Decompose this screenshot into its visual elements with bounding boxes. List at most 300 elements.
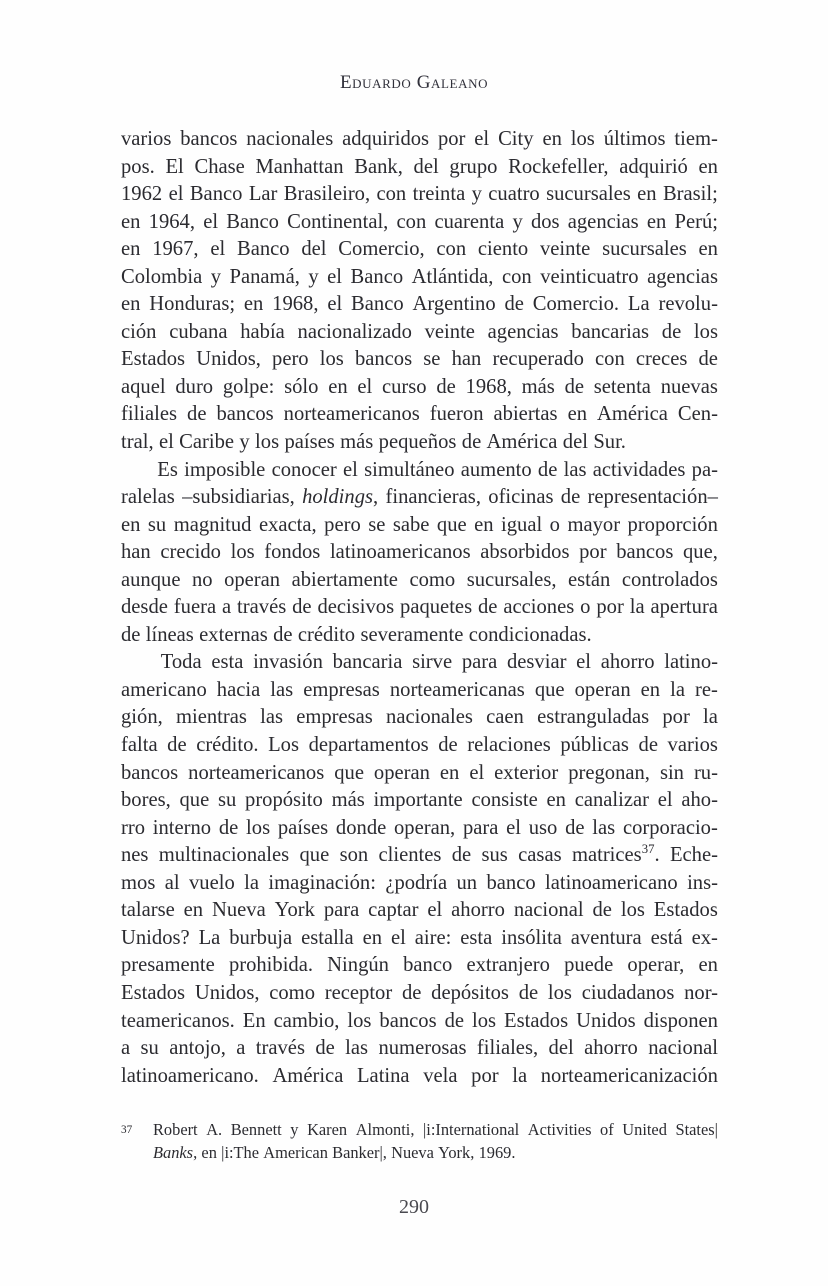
- text-word: rro: [121, 816, 146, 839]
- text-word: |i:The: [221, 1142, 260, 1162]
- text-word: han: [121, 541, 151, 564]
- text-word: bancos: [616, 541, 674, 564]
- text-word: severamente: [360, 623, 464, 646]
- text-word: crédito: [297, 623, 356, 646]
- text-line: [121, 209, 718, 237]
- text-word: Chase: [194, 155, 245, 178]
- text-word: teamericanos.: [121, 1009, 235, 1032]
- text-word: a: [222, 596, 232, 619]
- text-word: veinticuatro: [540, 265, 639, 288]
- text-word: como: [409, 568, 456, 591]
- text-word: grupo: [449, 155, 498, 178]
- text-word: imposible: [184, 458, 266, 481]
- text-word: de: [187, 403, 207, 426]
- text-word: para: [323, 899, 360, 922]
- text-word: multinacionales: [158, 844, 290, 867]
- text-word: exterior: [494, 761, 559, 784]
- text-word: países: [284, 431, 335, 454]
- text-word: numerosas: [378, 1037, 467, 1060]
- text-word: está: [650, 926, 683, 949]
- text-word: de: [661, 320, 682, 343]
- text-word: importante: [373, 789, 463, 812]
- text-word: través: [255, 1037, 305, 1060]
- text-word: ex-: [691, 926, 718, 949]
- text-word: que: [299, 844, 330, 867]
- text-word: Banks,: [153, 1142, 198, 1162]
- text-word: externas: [199, 623, 268, 646]
- text-line: [121, 374, 718, 402]
- text-word: más: [340, 431, 374, 454]
- text-word: de: [315, 1037, 335, 1060]
- text-line: [121, 1008, 718, 1036]
- text-word: ciento: [477, 238, 529, 261]
- text-word: pa-: [691, 458, 718, 481]
- text-word: están: [568, 568, 611, 591]
- text-word: y: [210, 265, 222, 288]
- text-word: los: [693, 320, 718, 343]
- text-word: nacional: [513, 899, 584, 922]
- text-word: americano: [121, 678, 207, 701]
- text-word: pero: [272, 348, 309, 371]
- text-word: en: [121, 513, 141, 536]
- text-word: Brasil;: [662, 183, 718, 206]
- text-word: agencias: [567, 210, 639, 233]
- text-word: empresas: [296, 706, 373, 729]
- text-word: sabe: [392, 513, 430, 536]
- text-line: [121, 732, 718, 760]
- text-line: [121, 567, 718, 595]
- text-word: se: [423, 348, 441, 371]
- text-word: presamente: [121, 954, 215, 977]
- text-word: ralelas: [121, 486, 175, 509]
- text-word: La: [198, 926, 221, 949]
- text-word: pero: [324, 513, 361, 536]
- text-word: bancos: [354, 348, 413, 371]
- text-word: ins-: [687, 871, 718, 894]
- text-word: varios: [667, 734, 718, 757]
- text-word: States|: [675, 1120, 718, 1139]
- text-word: había: [240, 320, 285, 343]
- text-word: clientes: [378, 844, 442, 867]
- text-word: |i:International: [423, 1120, 520, 1139]
- text-word: creces: [635, 348, 688, 371]
- text-word: el: [657, 789, 673, 812]
- text-line: [121, 126, 718, 154]
- text-word: cuatro: [488, 183, 540, 206]
- text-word: de: [592, 899, 612, 922]
- text-word: Toda: [160, 651, 202, 674]
- text-word: of: [600, 1120, 614, 1139]
- text-word: como: [269, 981, 315, 1004]
- text-word: curso: [382, 375, 427, 398]
- text-word: las: [270, 678, 294, 701]
- text-word: fuera: [173, 596, 217, 619]
- text-word: Caribe: [179, 431, 235, 454]
- text-word: ahorro: [600, 651, 655, 674]
- text-word: agencias: [647, 265, 718, 288]
- text-line: [121, 815, 718, 843]
- text-word: países: [277, 816, 329, 839]
- text-word: imaginación:: [268, 871, 376, 894]
- text-word: su: [147, 513, 167, 536]
- text-word: de: [451, 844, 472, 867]
- text-line: [121, 925, 718, 953]
- text-word: en: [121, 238, 141, 261]
- text-word: nacional: [648, 1037, 718, 1060]
- text-word: canalizar: [574, 789, 650, 812]
- text-line: [121, 484, 718, 512]
- text-line: [121, 842, 718, 870]
- text-word: La: [627, 293, 650, 316]
- text-word: cambio,: [273, 1009, 340, 1032]
- text-word: Colombia: [121, 265, 203, 288]
- page-number: 290: [399, 1196, 429, 1218]
- text-word: Almonti,: [355, 1120, 415, 1139]
- text-word: adquirió: [619, 155, 688, 178]
- text-word: de: [504, 293, 524, 316]
- text-word: con: [436, 238, 467, 261]
- text-word: corporacio-: [622, 816, 718, 839]
- text-word: magnitud: [173, 513, 252, 536]
- text-word: las: [592, 816, 616, 839]
- text-word: insólita: [501, 926, 562, 949]
- text-word: aventura: [570, 926, 642, 949]
- text-word: de: [698, 348, 718, 371]
- text-word: su: [217, 789, 237, 812]
- text-word: invasión: [253, 651, 323, 674]
- text-word: el: [576, 651, 592, 674]
- text-word: departamentos: [308, 734, 429, 757]
- text-word: han: [451, 348, 482, 371]
- text-word: veinte: [424, 320, 475, 343]
- text-word: Bennett: [230, 1120, 282, 1139]
- text-word: Estados: [504, 1009, 569, 1032]
- text-word: proporción: [627, 513, 718, 536]
- text-word: veinte: [540, 238, 591, 261]
- text-word: nacionalizado: [297, 320, 412, 343]
- text-word: en: [439, 761, 460, 784]
- text-word: York: [274, 899, 315, 922]
- text-word: recuperado: [492, 348, 584, 371]
- text-word: –subsidiarias,: [182, 486, 295, 509]
- text-word: la: [629, 596, 645, 619]
- text-word: Atlántida,: [411, 265, 494, 288]
- text-word: de: [444, 1009, 465, 1032]
- text-line: [121, 649, 718, 677]
- text-word: desviar: [506, 651, 567, 674]
- text-word: bancos: [379, 1009, 437, 1032]
- text-word: el: [158, 431, 174, 454]
- text-word: falta: [121, 734, 158, 757]
- text-word: y: [512, 210, 523, 233]
- text-word: Es: [157, 458, 178, 481]
- text-word: aire:: [414, 926, 452, 949]
- text-word: bancos: [121, 761, 179, 784]
- text-word: aumento: [460, 458, 532, 481]
- text-word: del: [548, 1037, 574, 1060]
- text-word: en: [328, 375, 348, 398]
- text-word: que: [436, 513, 467, 536]
- text-word: que: [534, 678, 565, 701]
- text-word: el: [327, 293, 343, 316]
- text-line: [121, 346, 718, 374]
- text-word: los: [570, 128, 595, 150]
- text-word: en: [362, 926, 383, 949]
- text-word: paquetes: [400, 596, 473, 619]
- text-line: [121, 622, 718, 650]
- text-word: Perú;: [674, 210, 718, 233]
- text-word: prohibida.: [228, 954, 314, 977]
- text-word: pequeños: [378, 431, 457, 454]
- text-word: Banco: [351, 293, 404, 316]
- text-word: crédito.: [196, 734, 259, 757]
- text-word: en: [637, 183, 657, 206]
- text-word: mientras: [175, 706, 247, 729]
- text-word: el: [327, 265, 343, 288]
- text-word: nacionales: [246, 128, 334, 150]
- text-word: duro: [175, 375, 214, 398]
- text-word: el: [357, 375, 373, 398]
- text-word: En: [242, 1009, 266, 1032]
- text-word: en: [474, 513, 494, 536]
- text-word: Robert: [153, 1120, 198, 1139]
- text-word: pos.: [121, 155, 155, 178]
- text-word: filiales: [121, 403, 178, 426]
- text-word: operan: [373, 761, 430, 784]
- text-word: de: [401, 981, 422, 1004]
- text-word: y: [290, 1120, 299, 1139]
- running-head: Eduardo Galeano: [339, 72, 489, 93]
- text-word: Sur.: [593, 431, 626, 454]
- text-word: latinoamericanos: [329, 541, 471, 564]
- text-word: financieras,: [385, 486, 481, 509]
- text-word: condicionadas.: [468, 623, 592, 646]
- text-word: Honduras;: [149, 293, 236, 316]
- text-word: tral,: [121, 431, 154, 454]
- text-word: de: [478, 596, 498, 619]
- text-word: ahorro: [451, 899, 505, 922]
- text-word: en: [646, 210, 667, 233]
- text-word: que,: [683, 541, 718, 564]
- text-word: hacia: [216, 678, 261, 701]
- text-word: El: [165, 155, 184, 178]
- text-word: agencias: [487, 320, 559, 343]
- text-word: vela: [423, 1064, 458, 1087]
- text-word: aquel: [121, 375, 166, 398]
- text-word: al: [164, 871, 180, 894]
- text-word: norteamericanos: [283, 403, 420, 426]
- text-line: [121, 512, 718, 540]
- text-word: Eche-: [669, 844, 718, 867]
- text-word: o: [549, 513, 560, 536]
- text-word: Banco: [350, 265, 404, 288]
- text-word: esta: [211, 651, 244, 674]
- text-word: simultáneo: [364, 458, 455, 481]
- text-word: que: [334, 761, 364, 784]
- text-line: [121, 539, 718, 567]
- body-text-block: [121, 126, 718, 1090]
- text-word: ahorro: [584, 1037, 638, 1060]
- text-word: aho-: [681, 789, 718, 812]
- text-word: son: [339, 844, 369, 867]
- text-word: los: [230, 541, 255, 564]
- text-word: treinta: [412, 183, 466, 206]
- text-word: los: [472, 1009, 497, 1032]
- text-word: 1969.: [478, 1142, 516, 1162]
- text-word: Lar: [248, 183, 278, 206]
- text-word: captar: [368, 899, 419, 922]
- text-word: se: [368, 513, 386, 536]
- text-word: operar,: [627, 954, 685, 977]
- text-word: uso: [528, 816, 558, 839]
- text-word: Brasileiro,: [283, 183, 371, 206]
- text-word: Estados: [121, 348, 186, 371]
- text-word: por: [437, 128, 466, 150]
- text-word: el: [168, 183, 184, 206]
- text-word: sucursales,: [466, 568, 557, 591]
- text-word: sus: [481, 844, 508, 867]
- text-word: el: [203, 210, 219, 233]
- text-word: 1962: [121, 183, 163, 206]
- text-word: re-: [695, 678, 718, 701]
- italic-text: holdings: [302, 486, 374, 509]
- text-word: los: [547, 981, 572, 1004]
- text-word: el: [427, 899, 443, 922]
- text-word: últimos: [603, 128, 666, 150]
- text-word: Bank,: [354, 155, 403, 178]
- text-word: con: [376, 183, 407, 206]
- text-word: en: [698, 238, 718, 261]
- text-word: Los: [268, 734, 299, 757]
- text-word: Estados: [653, 899, 718, 922]
- text-word: decisivos: [317, 596, 395, 619]
- text-word: Ningún: [327, 954, 389, 977]
- text-word: ru-: [693, 761, 718, 784]
- text-word: setenta: [593, 375, 651, 398]
- text-word: de: [167, 734, 187, 757]
- text-word: bancaria: [332, 651, 403, 674]
- text-word: por: [579, 541, 607, 564]
- text-word: en: [243, 293, 264, 316]
- text-word: Rockefeller,: [508, 155, 609, 178]
- text-word: Estados: [121, 981, 186, 1004]
- text-word: del: [562, 431, 588, 454]
- text-word: relaciones: [467, 734, 551, 757]
- text-word: en: [201, 1142, 217, 1162]
- text-word: y: [239, 431, 250, 454]
- text-word: el: [343, 458, 358, 481]
- text-word: los: [246, 816, 271, 839]
- footnote-marker: 37: [121, 1124, 133, 1136]
- text-word: disponen: [643, 1009, 718, 1032]
- text-word: cubana: [169, 320, 228, 343]
- text-word: representación–: [587, 486, 718, 509]
- text-word: el: [210, 238, 226, 261]
- text-word: conocer: [271, 458, 337, 481]
- text-word: Banker|,: [332, 1142, 387, 1162]
- text-word: Banco: [189, 183, 243, 206]
- text-line: [121, 429, 718, 457]
- text-word: para: [462, 816, 499, 839]
- text-word: en: [567, 403, 587, 426]
- text-word: latinoamericano.: [121, 1064, 259, 1087]
- text-word: por: [471, 1064, 499, 1087]
- text-word: para: [461, 651, 498, 674]
- text-word: América: [486, 431, 558, 454]
- text-word: de: [436, 375, 456, 398]
- text-word: crecido: [160, 541, 221, 564]
- text-word: en: [121, 210, 141, 233]
- text-word: los: [255, 431, 280, 454]
- text-word: de: [273, 623, 293, 646]
- text-line: [121, 181, 718, 209]
- text-word: Activities: [527, 1120, 592, 1139]
- text-word: los: [319, 348, 344, 371]
- text-word: la: [670, 678, 685, 701]
- text-word: a: [236, 1037, 246, 1060]
- text-line: [121, 594, 718, 622]
- text-word: banco: [486, 871, 536, 894]
- text-line: [121, 980, 718, 1008]
- text-line: [121, 154, 718, 182]
- text-word: de: [638, 734, 658, 757]
- text-word: públicas: [560, 734, 629, 757]
- text-word: talarse: [121, 899, 175, 922]
- footnote-block: [121, 1119, 718, 1164]
- text-word: 1968,: [272, 293, 319, 316]
- text-word: norteamericanas: [389, 678, 525, 701]
- text-line: [121, 1063, 718, 1091]
- text-word: del: [301, 238, 327, 261]
- text-word: un: [456, 871, 478, 894]
- text-line: [121, 952, 718, 980]
- text-word: golpe:: [222, 375, 275, 398]
- text-line: [121, 457, 718, 485]
- text-word: fondos: [264, 541, 321, 564]
- footnote-reference: 37: [641, 842, 655, 857]
- text-word: receptor: [324, 981, 393, 1004]
- text-line: [121, 291, 718, 319]
- text-word: bancarias: [571, 320, 650, 343]
- paragraph: [121, 126, 718, 457]
- text-word: operan,: [394, 816, 456, 839]
- text-word: adquiridos: [342, 128, 430, 150]
- text-word: vuelo: [189, 871, 235, 894]
- text-word: América: [597, 403, 668, 426]
- text-line: [121, 897, 718, 925]
- text-word: City: [498, 128, 534, 150]
- text-word: que: [179, 789, 210, 812]
- text-word: bancos: [180, 128, 238, 150]
- text-word: Karen: [307, 1120, 348, 1139]
- text-word: interno: [152, 816, 212, 839]
- text-word: absorbidos: [480, 541, 570, 564]
- text-word: Unidos?: [121, 926, 190, 949]
- text-word: Unidos,: [194, 981, 260, 1004]
- text-word: nuevas: [660, 375, 718, 398]
- text-word: sucursales: [546, 183, 631, 206]
- text-word: en: [183, 899, 204, 922]
- text-word: sólo: [284, 375, 319, 398]
- text-word: ción: [121, 320, 157, 343]
- text-word: con: [501, 265, 532, 288]
- text-word: la: [703, 706, 718, 729]
- text-word: por: [662, 706, 690, 729]
- text-word: tiem-: [674, 128, 718, 150]
- text-word: no: [191, 568, 213, 591]
- text-word: las: [563, 458, 587, 481]
- text-word: donde: [335, 816, 387, 839]
